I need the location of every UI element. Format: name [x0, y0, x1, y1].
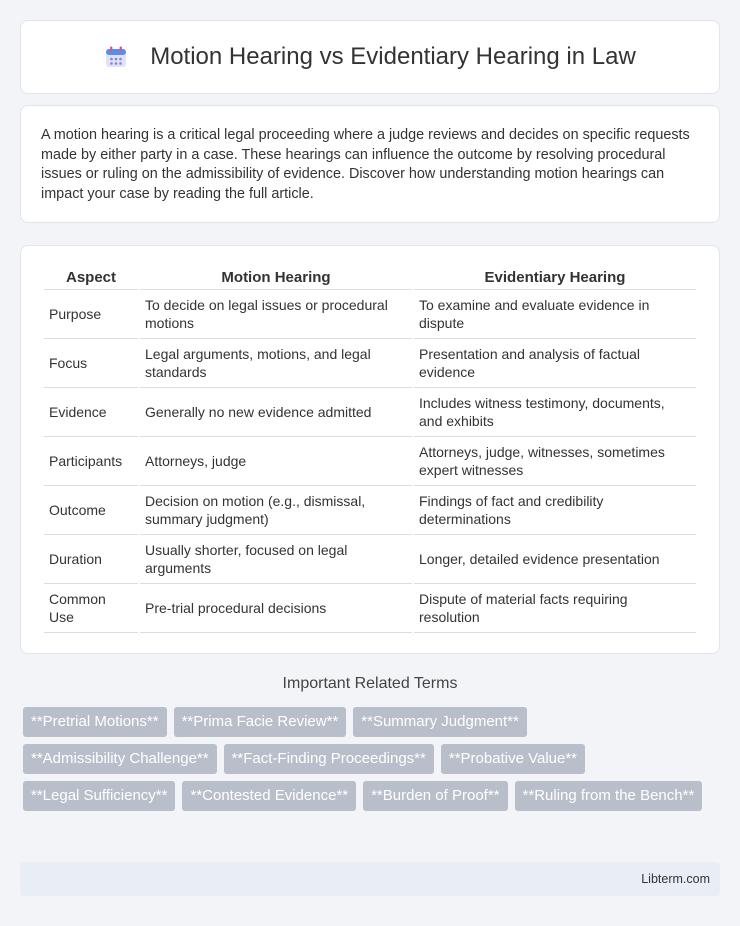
related-terms-title: Important Related Terms [282, 675, 458, 692]
table-row [44, 486, 696, 535]
row-motion: Generally no new evidence admitted [140, 388, 412, 437]
footer [20, 862, 720, 896]
tag-summary-judgment[interactable]: **Summary Judgment** [353, 707, 527, 737]
tag-ruling-from-the-bench[interactable]: **Ruling from the Bench** [515, 781, 703, 811]
tag-legal-sufficiency[interactable]: **Legal Sufficiency** [23, 781, 175, 811]
table-row [44, 584, 696, 633]
calendar-icon [104, 45, 128, 69]
page-title: Motion Hearing vs Evidentiary Hearing in Law [150, 43, 636, 70]
row-motion: Pre-trial procedural decisions [140, 584, 412, 633]
header-motion-hearing: Motion Hearing [140, 266, 412, 290]
row-aspect: Evidence [44, 388, 138, 437]
row-motion: Decision on motion (e.g., dismissal, summary judgment) [140, 486, 412, 535]
table-row [44, 290, 696, 339]
row-evidentiary: Presentation and analysis of factual evidence [414, 339, 696, 388]
tag-probative-value[interactable]: **Probative Value** [441, 744, 585, 774]
row-evidentiary: Findings of fact and credibility determinations [414, 486, 696, 535]
intro-text: A motion hearing is a critical legal proceeding where a judge reviews and decides on specific requests made by either party in a case. These hearings can influence the outcome by resolving procedural issues or ruling on the admissibility of evidence. Discover how understanding motion hearings can impact your case by reading the full article. [41, 127, 690, 202]
header-card [20, 20, 720, 94]
row-aspect: Common Use [44, 584, 138, 633]
table-row [44, 339, 696, 388]
table-row [44, 535, 696, 584]
row-motion: To decide on legal issues or procedural motions [140, 290, 412, 339]
tag-admissibility-challenge[interactable]: **Admissibility Challenge** [23, 744, 217, 774]
comparison-table [42, 266, 698, 633]
table-row [44, 388, 696, 437]
row-evidentiary: Includes witness testimony, documents, and exhibits [414, 388, 696, 437]
row-aspect: Purpose [44, 290, 138, 339]
tag-fact-finding-proceedings[interactable]: **Fact-Finding Proceedings** [224, 744, 434, 774]
tag-burden-of-proof[interactable]: **Burden of Proof** [363, 781, 507, 811]
row-motion: Usually shorter, focused on legal arguments [140, 535, 412, 584]
row-evidentiary: Attorneys, judge, witnesses, sometimes expert witnesses [414, 437, 696, 486]
comparison-table-card [20, 245, 720, 654]
table-header-row [44, 266, 696, 290]
related-terms-tags [23, 707, 723, 811]
row-motion: Legal arguments, motions, and legal standards [140, 339, 412, 388]
tag-contested-evidence[interactable]: **Contested Evidence** [182, 781, 356, 811]
header-evidentiary-hearing: Evidentiary Hearing [414, 266, 696, 290]
table-row [44, 437, 696, 486]
footer-site-link[interactable]: Libterm.com [641, 872, 710, 886]
header-aspect: Aspect [44, 266, 138, 290]
row-aspect: Focus [44, 339, 138, 388]
row-motion: Attorneys, judge [140, 437, 412, 486]
row-aspect: Outcome [44, 486, 138, 535]
tag-prima-facie-review[interactable]: **Prima Facie Review** [174, 707, 347, 737]
intro-card [20, 105, 720, 223]
tag-pretrial-motions[interactable]: **Pretrial Motions** [23, 707, 167, 737]
row-aspect: Duration [44, 535, 138, 584]
row-evidentiary: To examine and evaluate evidence in dispute [414, 290, 696, 339]
row-evidentiary: Dispute of material facts requiring resolution [414, 584, 696, 633]
row-evidentiary: Longer, detailed evidence presentation [414, 535, 696, 584]
row-aspect: Participants [44, 437, 138, 486]
